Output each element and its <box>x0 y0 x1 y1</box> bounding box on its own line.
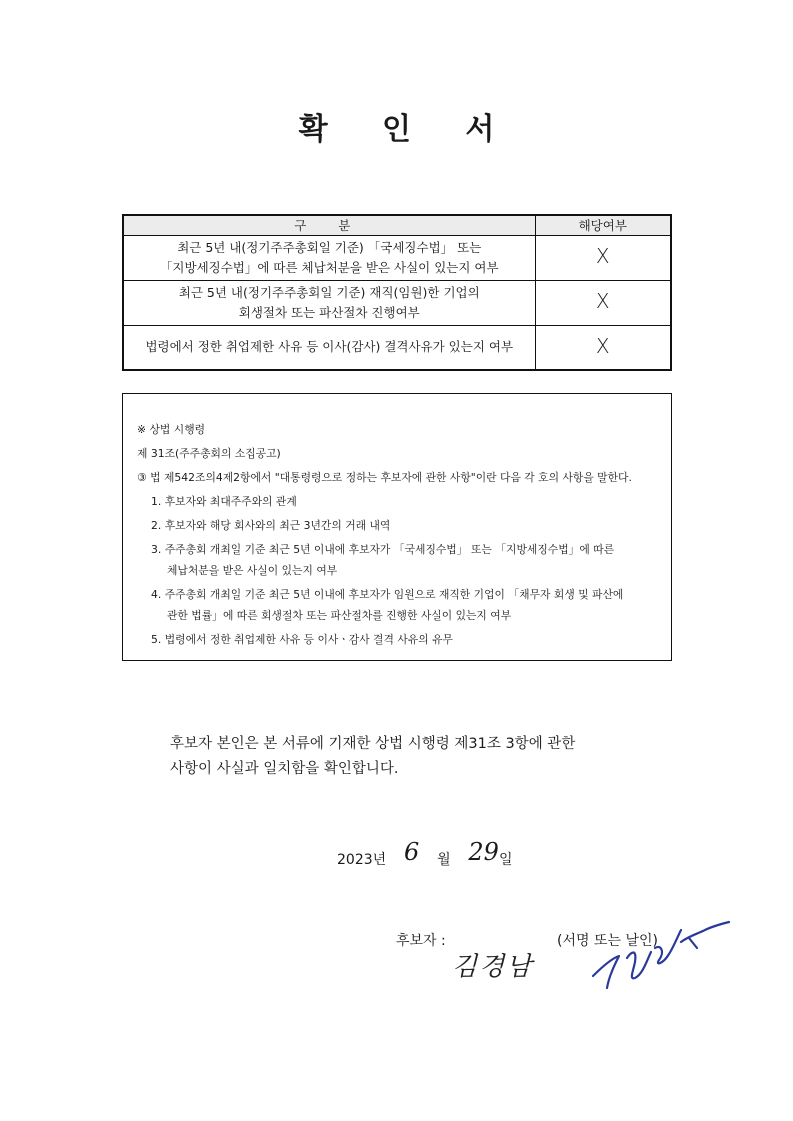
statement-line: 사항이 사실과 일치함을 확인합니다. <box>170 761 399 777</box>
candidate-label: 후보자 : <box>396 933 446 949</box>
row-status-cell <box>535 235 671 280</box>
list-item-continuation: 관한 법률」에 따른 회생절차 또는 파산절차를 진행한 사실이 있는지 여부 <box>167 609 512 622</box>
date-month-handwritten: 6 <box>403 838 420 866</box>
row-status-cell <box>535 280 671 325</box>
list-item-text: 4. 주주총회 개최일 기준 최근 5년 이내에 후보자가 임원으로 재직한 기업이 「채무자 회생 및 파산에 <box>151 588 624 601</box>
date-year: 2023년 <box>337 852 387 868</box>
statement-line: 후보자 본인은 본 서류에 기재한 상법 시행령 제31조 3항에 관한 <box>170 736 576 752</box>
row-item-text <box>123 325 535 370</box>
list-item-text: 1. 후보자와 최대주주와의 관계 <box>151 495 297 508</box>
confirmation-table <box>122 214 672 371</box>
header-status: 해당여부 <box>535 215 671 235</box>
table-header-row <box>123 215 671 235</box>
list-item <box>137 518 671 533</box>
signature-note: (서명 또는 날인) <box>557 933 658 949</box>
row-line: 최근 5년 내(정기주주총회일 기준) 「국세징수법」 또는 <box>177 239 482 255</box>
list-item-text: 5. 법령에서 정한 취업제한 사유 등 이사ㆍ감사 결격 사유의 유무 <box>151 633 453 646</box>
list-item-text: 3. 주주총회 개최일 기준 최근 5년 이내에 후보자가 「국세징수법」 또는 「지방세징수법」에 따른 <box>151 543 615 556</box>
law-heading: ※ 상법 시행령 <box>137 423 206 436</box>
list-item-text: 2. 후보자와 해당 회사와의 최근 3년간의 거래 내역 <box>151 519 391 532</box>
signature-image <box>585 908 735 998</box>
x-mark-icon: X <box>595 333 610 358</box>
date-day-label: 일 <box>498 852 513 868</box>
row-item-text <box>123 235 535 280</box>
document-title: 확 인 서 <box>298 112 517 147</box>
date-line <box>337 838 513 870</box>
row-line: 최근 5년 내(정기주주총회일 기준) 재직(임원)한 기업의 <box>178 284 480 300</box>
law-article: 제 31조(주주총회의 소집공고) <box>137 447 281 460</box>
table-row <box>123 235 671 280</box>
row-line: 법령에서 정한 취업제한 사유 등 이사(감사) 결격사유가 있는지 여부 <box>145 339 514 355</box>
row-line: 회생절차 또는 파산절차 진행여부 <box>238 304 420 320</box>
header-category: 구 분 <box>123 215 535 235</box>
confirmation-statement <box>170 732 575 782</box>
x-mark-icon: X <box>595 289 610 313</box>
list-item <box>137 494 671 509</box>
row-line: 「지방세징수법」에 따른 체납처분을 받은 사실이 있는지 여부 <box>159 259 499 275</box>
row-status-cell <box>535 325 671 370</box>
law-paragraph: ③ 법 제542조의4제2항에서 "대통령령으로 정하는 후보자에 관한 사항"이란 다음 각 호의 사항을 말한다. <box>137 471 632 484</box>
date-day-handwritten: 29 <box>468 838 499 866</box>
date-month-label: 월 <box>437 852 451 868</box>
x-mark-icon: X <box>595 244 610 268</box>
list-item <box>137 632 671 647</box>
row-item-text <box>123 280 535 325</box>
list-item <box>137 542 671 578</box>
handwritten-name: 김경남 <box>452 952 534 982</box>
table-row <box>123 325 671 370</box>
table-row <box>123 280 671 325</box>
list-item <box>137 587 671 623</box>
list-item-continuation: 체납처분을 받은 사실이 있는지 여부 <box>167 564 338 577</box>
law-excerpt-box <box>122 393 672 661</box>
